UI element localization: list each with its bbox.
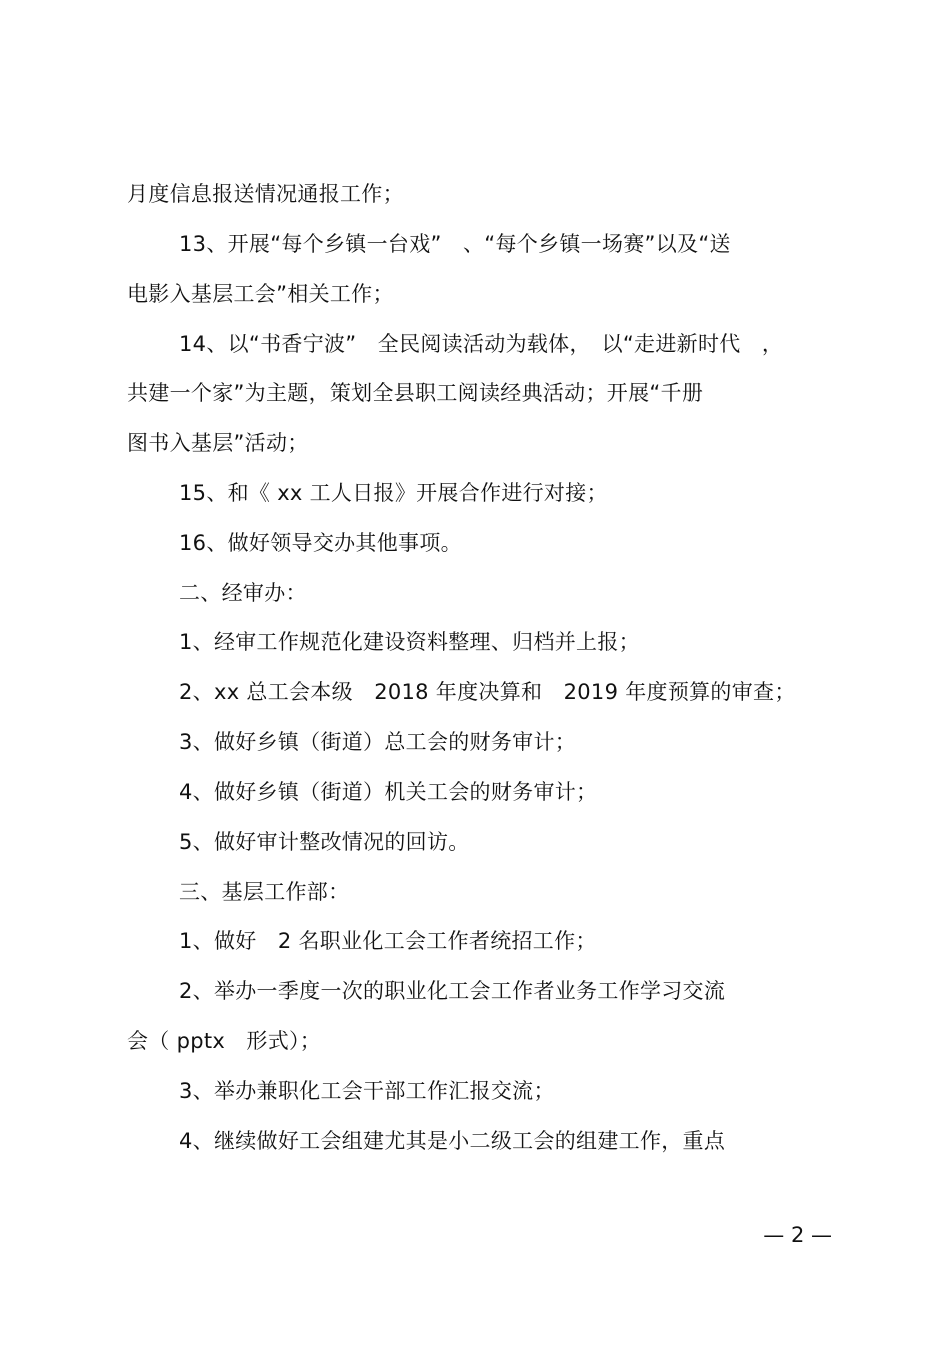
text-line: 共建一个家”为主题，策划全县职工阅读经典活动；开展“千册 xyxy=(127,381,704,405)
text-line: 会（ pptx 形式）； xyxy=(127,1029,322,1053)
text-line: 1、做好 2 名职业化工会工作者统招工作； xyxy=(179,929,597,953)
text-line: 13、开展“每个乡镇一台戏” 、“每个乡镇一场赛”以及“送 xyxy=(179,232,731,256)
text-line: 3、举办兼职化工会干部工作汇报交流； xyxy=(179,1079,555,1103)
text-line: 14、以“书香宁波” 全民阅读活动为载体， 以“走进新时代 ， xyxy=(179,332,784,356)
section-heading: 二、经审办： xyxy=(179,581,307,605)
text-line: 4、继续做好工会组建尤其是小二级工会的组建工作，重点 xyxy=(179,1129,726,1153)
text-line: 1、经审工作规范化建设资料整理、归档并上报； xyxy=(179,630,640,654)
text-line: 月度信息报送情况通报工作； xyxy=(127,182,404,206)
text-line: 2、xx 总工会本级 2018 年度决算和 2019 年度预算的审查； xyxy=(179,680,796,704)
text-line: 图书入基层”活动； xyxy=(127,431,309,455)
text-line: 5、做好审计整改情况的回访。 xyxy=(179,830,470,854)
section-heading: 三、基层工作部： xyxy=(179,880,350,904)
text-line: 2、举办一季度一次的职业化工会工作者业务工作学习交流 xyxy=(179,979,726,1003)
text-line: 3、做好乡镇（街道）总工会的财务审计； xyxy=(179,730,577,754)
text-line: 16、做好领导交办其他事项。 xyxy=(179,531,462,555)
text-line: 15、和《 xx 工人日报》开展合作进行对接； xyxy=(179,481,608,505)
text-line: 4、做好乡镇（街道）机关工会的财务审计； xyxy=(179,780,598,804)
page-number: — 2 — xyxy=(763,1223,832,1247)
text-line: 电影入基层工会”相关工作； xyxy=(127,282,394,306)
